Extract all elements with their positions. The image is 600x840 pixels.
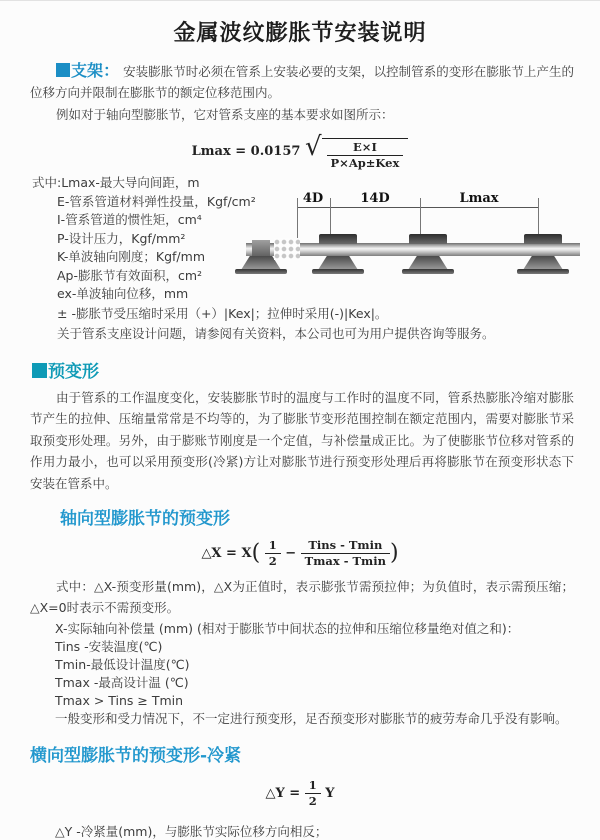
support-example-line: 例如对于轴向型膨胀节，它对管系支座的基本要求如图所示： bbox=[56, 107, 394, 122]
minus-sign: − bbox=[285, 546, 297, 561]
guide-support-base bbox=[312, 269, 364, 274]
anchor-base bbox=[235, 269, 287, 274]
radical-sign: √ bbox=[304, 132, 322, 162]
bellows-icon bbox=[274, 238, 300, 260]
axial-note-line: Tmax > Tins ≥ Tmin bbox=[55, 693, 184, 708]
axial-note-line: Tins -安装温度(℃) bbox=[55, 639, 163, 654]
lateral-note-line: △Y -冷紧量(mm)，与膨胀节实际位移方向相反； bbox=[55, 824, 328, 839]
section-square-icon bbox=[56, 63, 70, 77]
definition-line: K-单波轴向刚度；Kgf/mm bbox=[57, 249, 205, 264]
half-fraction bbox=[305, 779, 321, 808]
lateral-predeform-heading: 横向型膨胀节的预变形-冷紧 bbox=[30, 746, 242, 766]
definition-line: ex-单波轴向位移，mm bbox=[57, 286, 189, 301]
guide-support-base bbox=[402, 269, 454, 274]
guide-support-saddle bbox=[408, 256, 448, 270]
fraction-denominator: 2 bbox=[268, 554, 277, 568]
guide-support-clamp bbox=[409, 234, 447, 244]
open-paren: ( bbox=[251, 540, 261, 566]
support-spacing-diagram bbox=[246, 192, 596, 292]
fraction-numerator: E×I bbox=[327, 141, 404, 156]
definition-line: I-管系管道的惯性矩，cm⁴ bbox=[57, 212, 202, 227]
sqrt-body bbox=[322, 138, 409, 170]
dimension-tick bbox=[297, 198, 298, 243]
axial-shizhong-note: 式中：△X-预变形量(mm)，△X为正值时，表示膨张节需预拉伸；为负值时，表示需预压缩；△X=0时表示不需预变形。 bbox=[30, 579, 574, 615]
sign-convention-note: ± -膨胀节受压缩时采用（+）|Kex|；拉伸时采用(-)|Kex|。 bbox=[57, 305, 388, 321]
anchor-collar bbox=[252, 240, 270, 258]
dimension-line bbox=[297, 207, 538, 208]
axial-formula-lhs: △X = X bbox=[201, 546, 252, 561]
dim-label-14d: 14D bbox=[360, 191, 390, 206]
lateral-predeform-formula bbox=[0, 779, 600, 808]
lateral-formula-lhs: △Y = bbox=[265, 786, 301, 801]
axial-note-line: Tmax -最高设计温 (℃) bbox=[55, 675, 189, 690]
fraction-denominator: 2 bbox=[308, 794, 317, 808]
dim-label-lmax: Lmax bbox=[459, 191, 499, 206]
support-intro-text: 安装膨胀节时必须在管系上安装必要的支架，以控制管系的变形在膨胀节上产生的位移方向并限制在膨胀节的额定位移范围内。 bbox=[30, 64, 574, 100]
axial-note-line: Tmin-最低设计温度(℃) bbox=[55, 657, 190, 672]
guide-support-saddle bbox=[318, 256, 358, 270]
definition-line: Ap-膨胀节有效面积，cm² bbox=[57, 267, 203, 283]
sqrt-expression bbox=[304, 132, 408, 170]
support-intro-paragraph bbox=[30, 60, 574, 103]
dim-label-4d: 4D bbox=[302, 191, 324, 206]
consulting-note: 关于管系支座设计问题，请参阅有关资料，本公司也可为用户提供咨询等服务。 bbox=[57, 325, 495, 341]
page-title: 金属波纹膨胀节安装说明 bbox=[173, 21, 427, 46]
half-fraction bbox=[265, 539, 281, 568]
guide-support-clamp bbox=[319, 234, 357, 244]
fraction-numerator: Tins - Tmin bbox=[301, 539, 390, 554]
support-section-label: 支架： bbox=[71, 61, 120, 80]
definition-line: 式中:Lmax-最大导向间距，m bbox=[32, 175, 200, 190]
fraction-numerator: 1 bbox=[305, 779, 321, 794]
fraction-denominator: P×Ap±Kex bbox=[330, 156, 400, 170]
temperature-fraction bbox=[301, 539, 390, 568]
axial-predeform-formula bbox=[0, 539, 600, 568]
fraction-numerator: 1 bbox=[265, 539, 281, 554]
sqrt-fraction bbox=[327, 141, 404, 170]
definition-line: E-管系管道材料弹性投量，Kgf/cm² bbox=[57, 193, 256, 209]
predeform-body-paragraph: 由于管系的工作温度变化，安装膨胀节时的温度与工作时的温度不同，管系热膨胀冷缩对膨胀节产生的拉伸、压缩量常常是不均等的，为了膨胀节变形范围控制在额定范围内，需要对膨胀节采取预变形处理。另外，由于膨账节刚度是一个定值，与补偿量成正比。为了使膨胀节位移对管系的作用力最小，也可以采用预变形(冷紧)方让对膨胀节进行预变形处理后再将膨胀节在预变形状态下安装在管系中。 bbox=[30, 389, 574, 491]
axial-predeform-heading: 轴向型膨胀节的预变形 bbox=[60, 509, 230, 529]
guide-support-saddle bbox=[523, 256, 563, 270]
section-square-icon bbox=[32, 363, 47, 378]
guide-support-base bbox=[517, 269, 569, 274]
guide-support-clamp bbox=[524, 234, 562, 244]
fraction-denominator: Tmax - Tmin bbox=[304, 554, 386, 568]
definition-line: P-设计压力，Kgf/mm² bbox=[57, 230, 186, 246]
axial-note-line: X-实际轴向补偿量 (mm) (相对于膨胀节中间状态的拉伸和压缩位移量绝对值之和)： bbox=[55, 621, 520, 636]
lateral-formula-rhs: Y bbox=[325, 786, 335, 801]
predeform-heading-text: 预变形 bbox=[48, 361, 99, 382]
close-paren: ) bbox=[389, 540, 399, 566]
axial-note-line: 一般变形和受力情况下，不一定进行预变形，足否预变形对膨胀节的疲劳寿命几乎没有影响。 bbox=[55, 711, 568, 726]
lmax-formula-lhs: Lmax = 0.0157 bbox=[191, 144, 301, 159]
predeform-section-heading bbox=[32, 357, 600, 382]
lmax-formula bbox=[0, 132, 600, 170]
